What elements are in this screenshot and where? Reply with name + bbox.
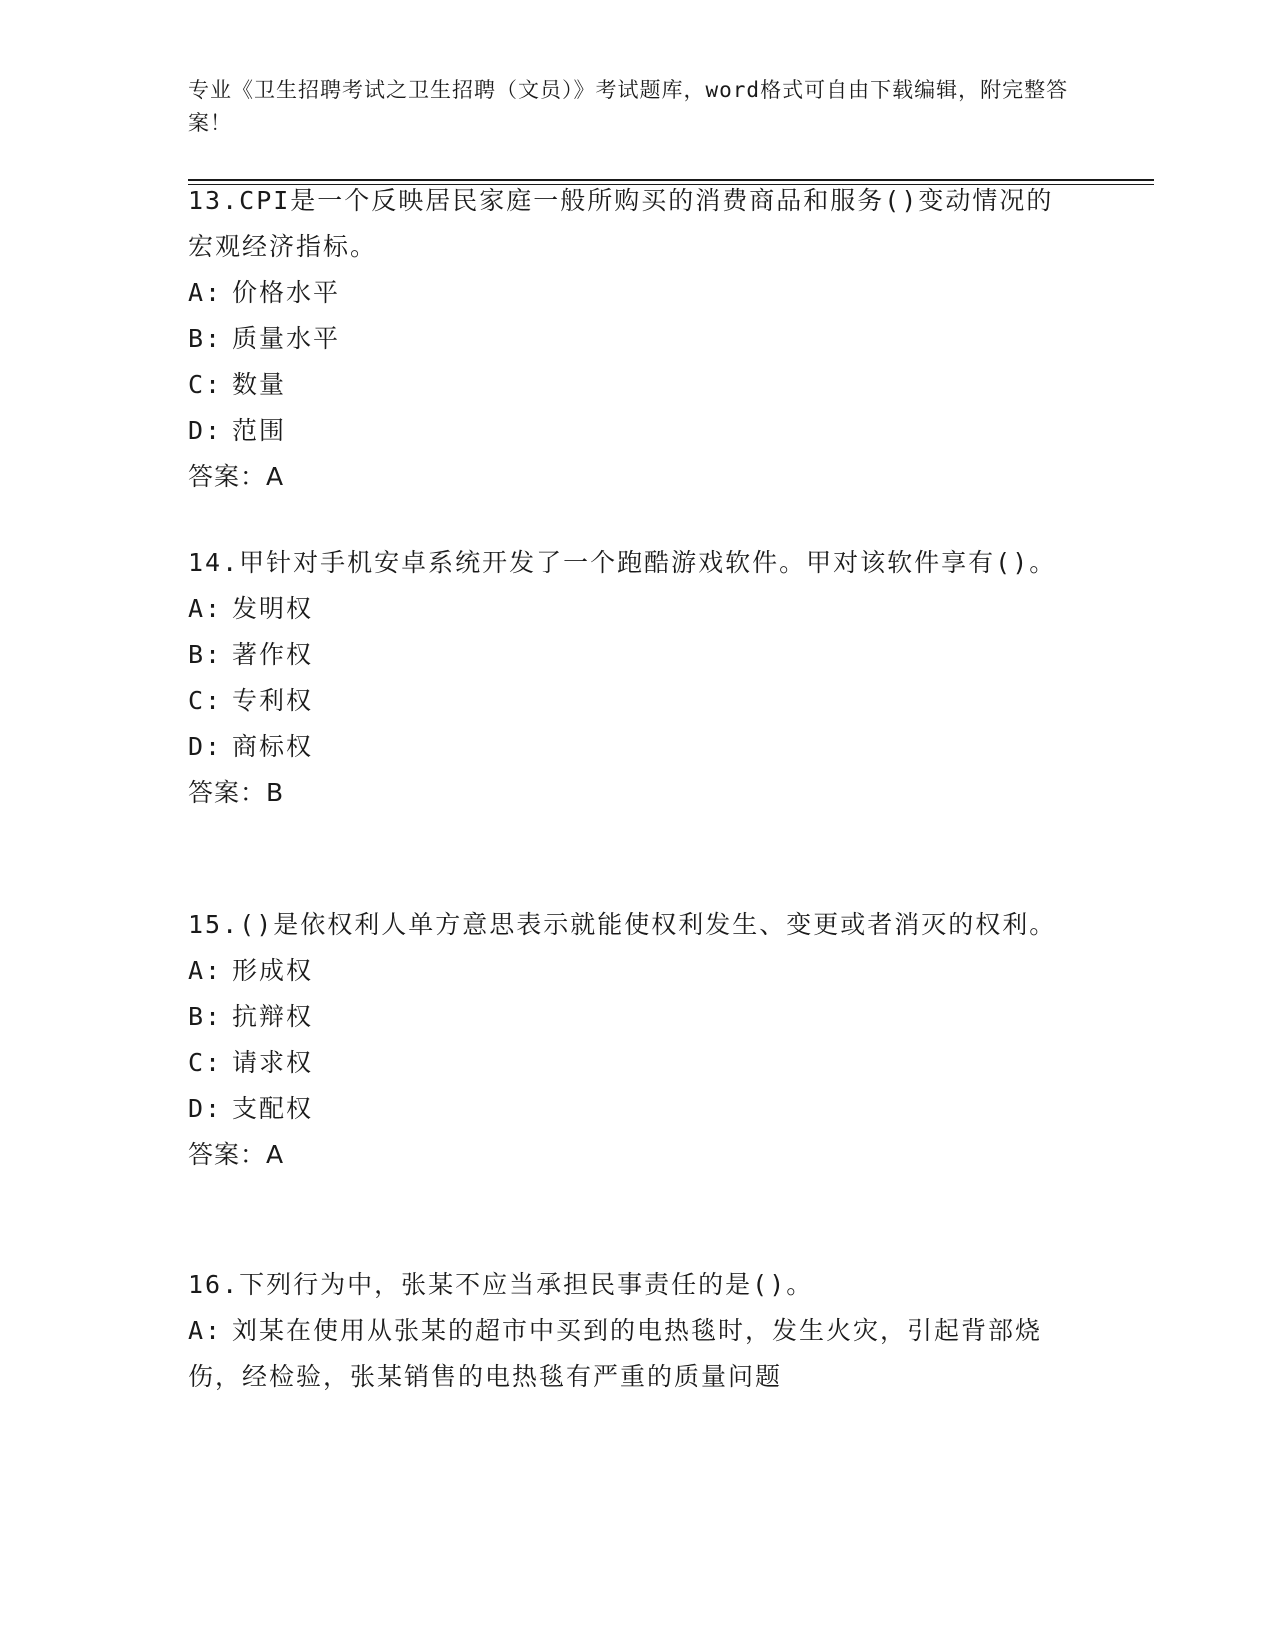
option-key: D: — [188, 416, 223, 445]
option-text: 刘某在使用从张某的超市中买到的电热毯时，发生火灾，引起背部烧伤，经检验，张某销售的电热毯有严重的质量问题 — [188, 1316, 1043, 1391]
option-key: B: — [188, 640, 223, 669]
option-a — [188, 586, 1078, 632]
option-text: 质量水平 — [232, 324, 341, 353]
option-c — [188, 678, 1078, 724]
option-key: C: — [188, 686, 223, 715]
option-text: 价格水平 — [232, 278, 341, 307]
question-15 — [188, 902, 1078, 1178]
option-key: C: — [188, 1048, 223, 1077]
option-text: 商标权 — [232, 732, 314, 761]
option-c — [188, 1040, 1078, 1086]
option-d — [188, 1086, 1078, 1132]
answer: 答案：B — [188, 778, 285, 807]
document-header: 专业《卫生招聘考试之卫生招聘（文员）》考试题库，word格式可自由下载编辑，附完整答案！ — [188, 78, 1069, 135]
option-key: A: — [188, 956, 223, 985]
option-b — [188, 316, 1078, 362]
option-d — [188, 724, 1078, 770]
option-b — [188, 994, 1078, 1040]
option-key: A: — [188, 278, 223, 307]
option-b — [188, 632, 1078, 678]
question-13 — [188, 178, 1078, 500]
option-key: B: — [188, 324, 223, 353]
option-text: 支配权 — [232, 1094, 314, 1123]
question-stem: 14.甲针对手机安卓系统开发了一个跑酷游戏软件。甲对该软件享有()。 — [188, 548, 1057, 577]
option-text: 抗辩权 — [232, 1002, 314, 1031]
option-key: A: — [188, 594, 223, 623]
option-key: C: — [188, 370, 223, 399]
option-key: B: — [188, 1002, 223, 1031]
option-text: 请求权 — [232, 1048, 314, 1077]
question-14 — [188, 540, 1078, 816]
option-key: D: — [188, 1094, 223, 1123]
option-text: 发明权 — [232, 594, 314, 623]
option-text: 著作权 — [232, 640, 314, 669]
answer: 答案：A — [188, 462, 285, 491]
option-c — [188, 362, 1078, 408]
answer: 答案：A — [188, 1140, 285, 1169]
question-stem: 13.CPI是一个反映居民家庭一般所购买的消费商品和服务()变动情况的宏观经济指标。 — [188, 186, 1054, 261]
option-d — [188, 408, 1078, 454]
option-key: A: — [188, 1316, 223, 1345]
question-stem: 16.下列行为中，张某不应当承担民事责任的是()。 — [188, 1270, 814, 1299]
option-a — [188, 270, 1078, 316]
question-stem: 15.()是依权利人单方意思表示就能使权利发生、变更或者消灭的权利。 — [188, 910, 1057, 939]
question-16 — [188, 1262, 1078, 1400]
option-text: 专利权 — [232, 686, 314, 715]
option-a — [188, 948, 1078, 994]
option-text: 数量 — [232, 370, 287, 399]
option-text: 范围 — [232, 416, 287, 445]
option-text: 形成权 — [232, 956, 314, 985]
option-key: D: — [188, 732, 223, 761]
option-a — [188, 1308, 1078, 1400]
